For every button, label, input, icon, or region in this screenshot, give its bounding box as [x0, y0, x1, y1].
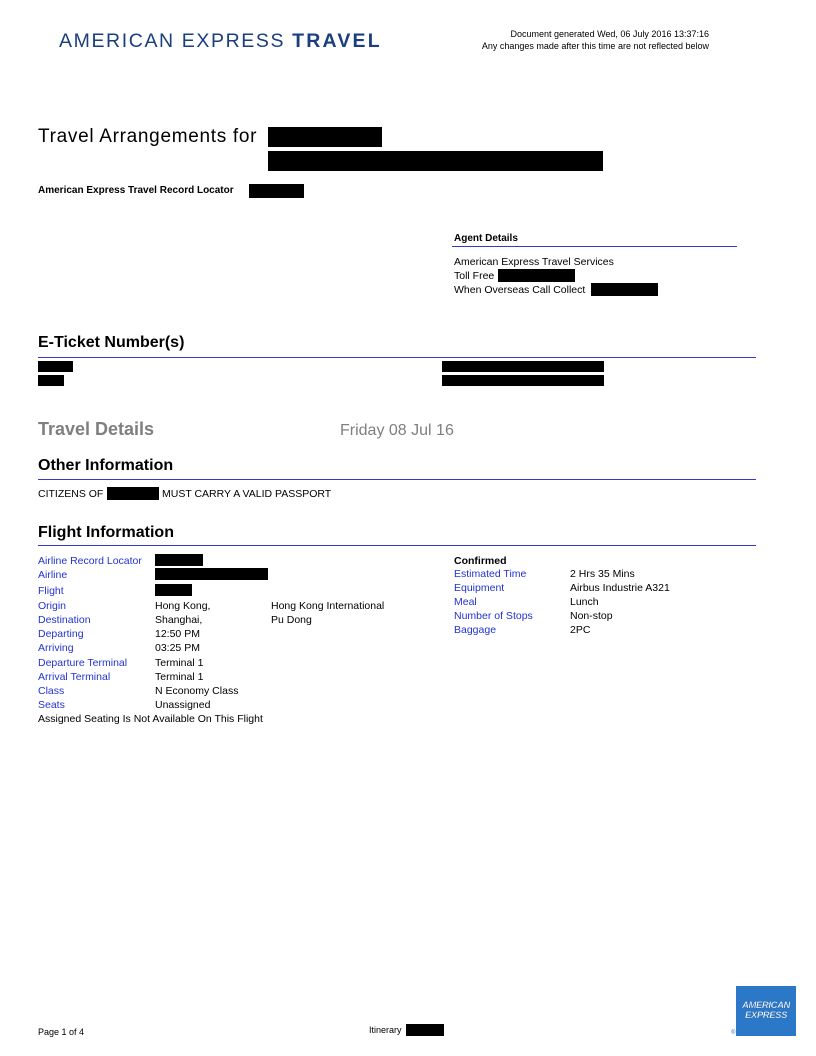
flight-label-2: Flight: [38, 585, 64, 597]
page-number: Page 1 of 4: [38, 1027, 85, 1037]
agent-divider: [452, 246, 737, 247]
generated-line-2: Any changes made after this time are not reflected below: [481, 41, 709, 51]
flight-label-9: Class: [38, 685, 65, 697]
flight-value-3: Hong Kong,: [155, 600, 211, 612]
flight-value-10: Unassigned: [155, 699, 211, 711]
itinerary-label: Itinerary: [369, 1025, 402, 1035]
flight-right-label-0: Estimated Time: [454, 568, 527, 580]
flight-label-4: Destination: [38, 614, 91, 626]
flight-label-5: Departing: [38, 628, 84, 640]
flight-label-1: Airline: [38, 569, 68, 581]
redacted-itinerary: [406, 1024, 444, 1036]
flight-label-8: Arrival Terminal: [38, 671, 111, 683]
redacted-traveler-details: [268, 151, 603, 171]
redacted-eticket-2: [38, 375, 64, 386]
amex-registered-mark: ®: [731, 1030, 736, 1036]
seating-note: Assigned Seating Is Not Available On This Flight: [38, 713, 263, 725]
flight-extra-3: Hong Kong International: [271, 600, 385, 612]
redacted-airline-locator: [155, 554, 203, 566]
flight-label-7: Departure Terminal: [38, 657, 128, 669]
record-locator-label: American Express Travel Record Locator: [38, 185, 234, 196]
redacted-overseas-number: [591, 283, 658, 296]
redacted-toll-free: [498, 269, 575, 282]
brand-logo-text: [59, 30, 382, 53]
citizens-prefix: CITIZENS OF: [38, 488, 104, 500]
booking-status: Confirmed: [454, 555, 507, 567]
flight-right-label-2: Meal: [454, 596, 477, 608]
eticket-title: E-Ticket Number(s): [38, 334, 185, 351]
flight-value-9: N Economy Class: [155, 685, 239, 697]
flight-value-8: Terminal 1: [155, 671, 204, 683]
redacted-flight-number: [155, 584, 192, 596]
flight-info-title: Flight Information: [38, 524, 174, 541]
flight-right-value-4: 2PC: [570, 624, 591, 636]
flight-label-3: Origin: [38, 600, 67, 612]
generated-line-1: Document generated Wed, 06 July 2016 13:37:16: [510, 29, 709, 39]
flight-right-label-4: Baggage: [454, 624, 497, 636]
flight-right-label-3: Number of Stops: [454, 610, 533, 622]
flight-label-0: Airline Record Locator: [38, 555, 142, 567]
flight-right-label-1: Equipment: [454, 582, 505, 594]
flight-value-5: 12:50 PM: [155, 628, 200, 640]
brand-light: AMERICAN EXPRESS: [59, 30, 286, 52]
flight-right-value-0: 2 Hrs 35 Mins: [570, 568, 635, 580]
agent-details-title: Agent Details: [454, 233, 518, 244]
citizens-suffix: MUST CARRY A VALID PASSPORT: [162, 488, 332, 500]
flight-label-6: Arriving: [38, 642, 74, 654]
amex-logo-line-2: EXPRESS: [744, 1010, 788, 1021]
generated-notice: [430, 28, 709, 52]
flight-extra-4: Pu Dong: [271, 614, 312, 626]
flight-info-divider: [38, 545, 756, 546]
redacted-country: [107, 487, 159, 500]
travel-date: Friday 08 Jul 16: [340, 422, 454, 439]
redacted-eticket-3: [442, 361, 604, 372]
flight-right-value-2: Lunch: [570, 596, 599, 608]
redacted-traveler-name: [268, 127, 382, 147]
redacted-eticket-4: [442, 375, 604, 386]
flight-right-value-1: Airbus Industrie A321: [570, 582, 670, 594]
redacted-record-locator: [249, 184, 304, 198]
other-info-divider: [38, 479, 756, 480]
amex-logo: [736, 986, 796, 1036]
agent-company: American Express Travel Services: [454, 256, 614, 268]
amex-logo-line-1: AMERICAN: [742, 1000, 790, 1011]
flight-label-10: Seats: [38, 699, 65, 711]
toll-free-label: Toll Free: [454, 270, 495, 282]
page-title: Travel Arrangements for: [38, 126, 258, 147]
brand-bold: TRAVEL: [292, 30, 382, 52]
overseas-label: When Overseas Call Collect: [454, 284, 586, 296]
travel-details-title: Travel Details: [38, 419, 155, 439]
redacted-eticket-1: [38, 361, 73, 372]
redacted-airline: [155, 568, 268, 580]
flight-right-value-3: Non-stop: [570, 610, 613, 622]
eticket-divider: [38, 357, 756, 358]
flight-value-4: Shanghai,: [155, 614, 203, 626]
flight-value-7: Terminal 1: [155, 657, 204, 669]
flight-value-6: 03:25 PM: [155, 642, 200, 654]
other-info-title: Other Information: [38, 457, 174, 474]
